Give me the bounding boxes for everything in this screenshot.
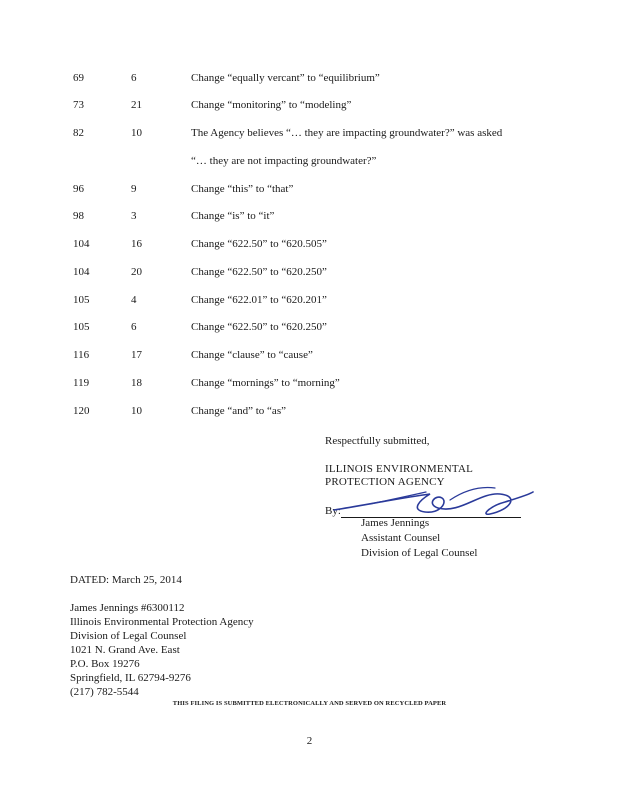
errata-page: 104	[73, 238, 90, 250]
address-line: James Jennings #6300112	[70, 602, 185, 614]
errata-page: 82	[73, 127, 84, 139]
errata-change: Change “622.01” to “620.201”	[191, 294, 327, 306]
errata-change: Change “mornings” to “morning”	[191, 377, 340, 389]
errata-page: 96	[73, 183, 84, 195]
errata-page: 98	[73, 210, 84, 222]
errata-row	[0, 183, 619, 199]
errata-row	[0, 72, 619, 88]
errata-continuation: “… they are not impacting groundwater?”	[191, 155, 377, 167]
address-line: P.O. Box 19276	[70, 658, 140, 670]
errata-line: 16	[131, 238, 142, 250]
errata-change: Change “622.50” to “620.505”	[191, 238, 327, 250]
errata-row	[0, 405, 619, 421]
errata-change: Change “is” to “it”	[191, 210, 275, 222]
errata-row	[0, 238, 619, 254]
errata-page: 116	[73, 349, 90, 361]
errata-row	[0, 349, 619, 365]
errata-line: 10	[131, 127, 142, 139]
errata-change: Change “622.50” to “620.250”	[191, 266, 327, 278]
errata-page: 119	[73, 377, 90, 389]
page-number: 2	[306, 735, 313, 747]
errata-row	[0, 321, 619, 337]
respectfully-submitted: Respectfully submitted,	[325, 435, 430, 447]
errata-row	[0, 377, 619, 393]
signer-title: Assistant Counsel	[361, 532, 441, 544]
errata-page: 73	[73, 99, 84, 111]
agency-name-line2: PROTECTION AGENCY	[325, 476, 445, 488]
errata-line: 4	[131, 294, 137, 306]
recycled-paper-notice: THIS FILING IS SUBMITTED ELECTRONICALLY AND SERVED ON RECYCLED PAPER	[172, 700, 447, 707]
errata-change: Change “equally vercant” to “equilibrium”	[191, 72, 380, 84]
signer-name: James Jennings	[361, 517, 430, 529]
errata-line: 18	[131, 377, 142, 389]
address-line: Division of Legal Counsel	[70, 630, 187, 642]
address-line: (217) 782-5544	[70, 686, 139, 698]
errata-page: 69	[73, 72, 84, 84]
agency-name-line1: ILLINOIS ENVIRONMENTAL	[325, 463, 474, 475]
errata-line: 9	[131, 183, 137, 195]
errata-row	[0, 266, 619, 282]
errata-change: Change “clause” to “cause”	[191, 349, 313, 361]
errata-line: 3	[131, 210, 137, 222]
errata-change: The Agency believes “… they are impacting groundwater?” was asked	[191, 127, 503, 139]
errata-line: 21	[131, 99, 142, 111]
errata-line: 20	[131, 266, 142, 278]
address-line: Springfield, IL 62794-9276	[70, 672, 191, 684]
errata-row	[0, 294, 619, 310]
errata-line: 17	[131, 349, 142, 361]
errata-page: 105	[73, 294, 90, 306]
errata-line: 6	[131, 72, 137, 84]
signer-division: Division of Legal Counsel	[361, 547, 478, 559]
by-label: By:	[325, 505, 341, 517]
address-line: Illinois Environmental Protection Agency	[70, 616, 254, 628]
address-line: 1021 N. Grand Ave. East	[70, 644, 180, 656]
errata-change: Change “this” to “that”	[191, 183, 294, 195]
errata-row	[0, 99, 619, 115]
errata-page: 120	[73, 405, 90, 417]
errata-change: Change “622.50” to “620.250”	[191, 321, 327, 333]
errata-page: 105	[73, 321, 90, 333]
errata-change: Change “and” to “as”	[191, 405, 286, 417]
errata-line: 6	[131, 321, 137, 333]
errata-line: 10	[131, 405, 142, 417]
errata-page: 104	[73, 266, 90, 278]
dated-line: DATED: March 25, 2014	[70, 574, 182, 586]
errata-row	[0, 210, 619, 226]
errata-change: Change “monitoring” to “modeling”	[191, 99, 352, 111]
errata-row	[0, 127, 619, 143]
